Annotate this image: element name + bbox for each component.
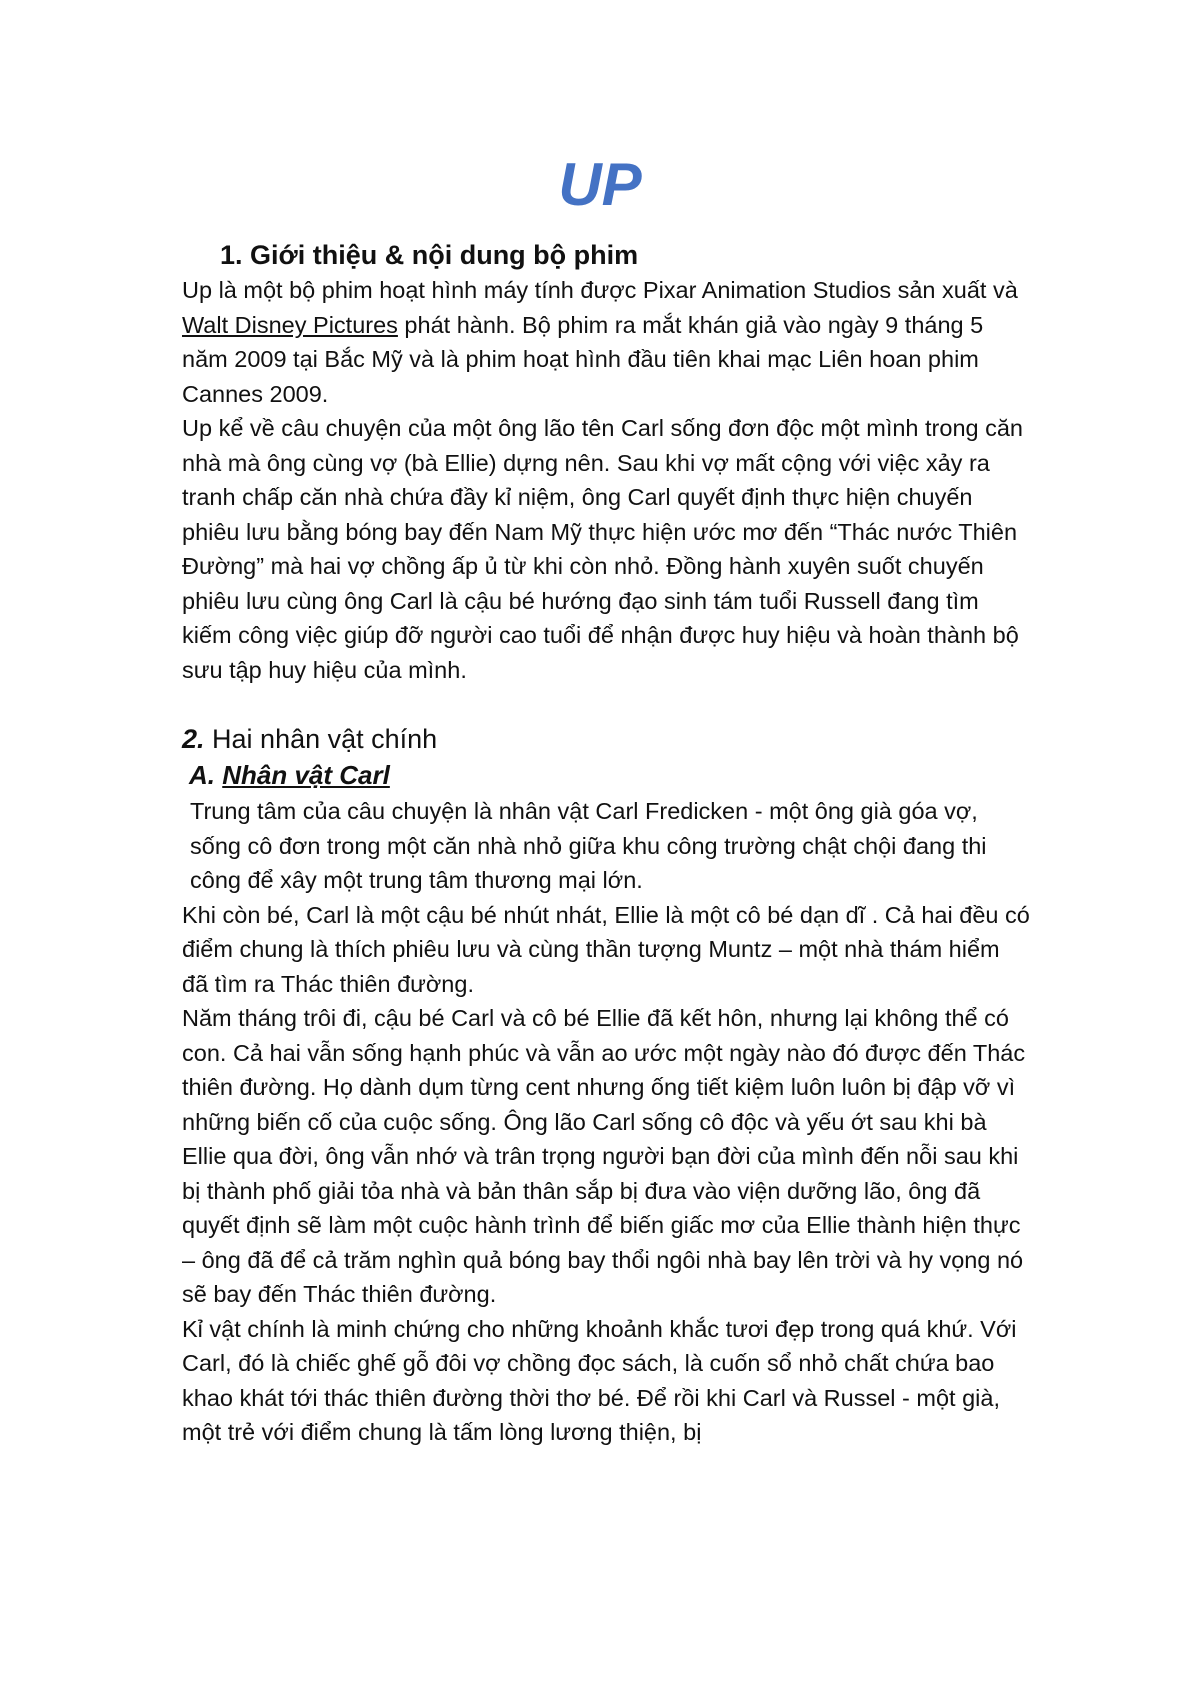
- section-1-paragraph-1: [182, 273, 1032, 411]
- section-2-number: 2.: [182, 724, 205, 754]
- section-1-heading: 1. Giới thiệu & nội dung bộ phim: [220, 240, 639, 270]
- section-2-paragraph-4: Kỉ vật chính là minh chứng cho những khoảnh khắc tươi đẹp trong quá khứ. Với Carl, đó là chiếc ghế gỗ đôi vợ chồng đọc sách, là cuốn sổ nhỏ chất chứa bao khao khát tới thác thiên đường thời thơ bé. Để rồi khi Carl và Russel - một già, một trẻ với điểm chung là tấm lòng lương thiện, bị: [182, 1315, 1017, 1445]
- subsection-a-letter: A.: [189, 760, 223, 790]
- document-title: UP: [558, 151, 642, 218]
- walt-disney-link[interactable]: Walt Disney Pictures: [182, 311, 398, 338]
- document-body: [182, 238, 1032, 1450]
- section-2-heading: [182, 721, 1032, 757]
- paragraph-text: Up là một bộ phim hoạt hình máy tính được Pixar Animation Studios sản xuất và: [182, 277, 1018, 303]
- paragraph-text: phát hành. Bộ phim ra mắt khán giả vào ngày 9 tháng 5 năm 2009 tại Bắc Mỹ và là phim hoạt hình đầu tiên khai mạc Liên hoan phim Cannes 2009.: [182, 311, 984, 407]
- section-2-paragraph-3: Năm tháng trôi đi, cậu bé Carl và cô bé Ellie đã kết hôn, nhưng lại không thể có con. Cả hai vẫn sống hạnh phúc và vẫn ao ước một ngày nào đó được đến Thác thiên đường. Họ dành dụm từng cent nhưng ống tiết kiệm luôn luôn bị đập vỡ vì những biến cố của cuộc sống. Ông lão Carl sống cô độc và yếu ớt sau khi bà Ellie qua đời, ông vẫn nhớ và trân trọng người bạn đời của mình đến nỗi sau khi bị thành phố giải tỏa nhà và bản thân sắp bị đưa vào viện dưỡng lão, ông đã quyết định sẽ làm một cuộc hành trình để biến giấc mơ của Ellie thành hiện thực – ông đã để cả trăm nghìn quả bóng bay thổi ngôi nhà bay lên trời và hy vọng nó sẽ bay đến Thác thiên đường.: [182, 1005, 1026, 1307]
- section-2-paragraph-2: Khi còn bé, Carl là một cậu bé nhút nhát, Ellie là một cô bé dạn dĩ . Cả hai đều có điểm chung là thích phiêu lưu và cùng thần tượng Muntz – một nhà thám hiểm đã tìm ra Thác thiên đường.: [182, 901, 1030, 997]
- subsection-a-heading: [182, 757, 1032, 793]
- section-1-paragraph-2: Up kể về câu chuyện của một ông lão tên Carl sống đơn độc một mình trong căn nhà mà ông cùng vợ (bà Ellie) dựng nên. Sau khi vợ mất cộng với việc xảy ra tranh chấp căn nhà chứa đầy kỉ niệm, ông Carl quyết định thực hiện chuyến phiêu lưu bằng bóng bay đến Nam Mỹ thực hiện ước mơ đến “Thác nước Thiên Đường” mà hai vợ chồng ấp ủ từ khi còn nhỏ. Đồng hành xuyên suốt chuyến phiêu lưu cùng ông Carl là cậu bé hướng đạo sinh tám tuổi Russell đang tìm kiếm công việc giúp đỡ người cao tuổi để nhận được huy hiệu và hoàn thành bộ sưu tập huy hiệu của mình.: [182, 415, 1023, 683]
- section-2-paragraph-1: Trung tâm của câu chuyện là nhân vật Carl Fredicken - một ông già góa vợ, sống cô đơn trong một căn nhà nhỏ giữa khu công trường chật chội đang thi công để xây một trung tâm thương mại lớn.: [190, 798, 987, 893]
- subsection-a-title: Nhân vật Carl: [222, 760, 390, 790]
- section-2-heading-text: Hai nhân vật chính: [204, 724, 438, 754]
